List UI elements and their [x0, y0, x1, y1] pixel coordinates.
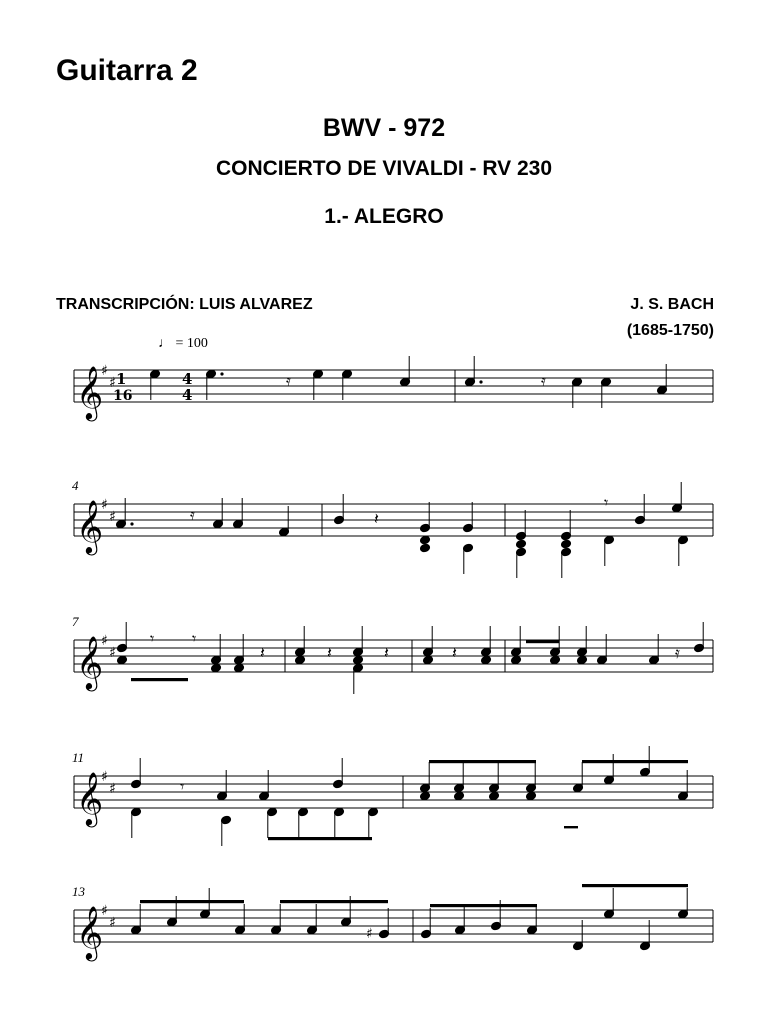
- rest-icon: 𝄿: [675, 643, 680, 662]
- sharp-icon: ♯: [101, 903, 108, 919]
- rest-icon: 𝄾: [604, 493, 609, 512]
- sharp-icon: ♯: [109, 645, 116, 661]
- beam: [268, 837, 372, 840]
- note-head: [420, 791, 431, 801]
- note-head: [526, 791, 537, 801]
- treble-clef-icon: 𝄞: [76, 365, 104, 419]
- measure-number: 4: [72, 478, 79, 493]
- note-head: [117, 655, 128, 665]
- beam: [582, 884, 688, 887]
- quarter-note-icon: ♩: [158, 336, 172, 351]
- arranger-credit: TRANSCRIPCIÓN: LUIS ALVAREZ: [56, 296, 313, 313]
- movement-title: 1.- ALEGRO: [324, 205, 444, 228]
- composer-name: J. S. BACH: [630, 296, 714, 313]
- note-head: [454, 791, 465, 801]
- note-head: [481, 655, 492, 665]
- note-head: [577, 655, 588, 665]
- sharp-icon: ♯: [109, 375, 116, 391]
- rest-icon: 𝄾: [192, 629, 197, 648]
- rest-icon: 𝄽: [260, 643, 265, 662]
- rest-icon: 𝄽: [327, 643, 332, 662]
- note-head: [353, 655, 364, 665]
- time-signature-numerator: 4: [182, 370, 193, 388]
- treble-clef-icon: 𝄞: [76, 771, 104, 825]
- ledger-line: [564, 826, 578, 828]
- note-head: [420, 543, 431, 553]
- work-title: BWV - 972: [322, 114, 446, 142]
- sharp-icon: ♯: [109, 509, 116, 525]
- rest-icon: 𝄽: [452, 643, 457, 662]
- composer-dates: (1685-1750): [626, 322, 714, 339]
- measure-number: 7: [72, 614, 79, 629]
- sharp-icon: ♯: [109, 781, 116, 797]
- time-signature-denominator: 4: [182, 386, 193, 404]
- beam: [140, 900, 244, 903]
- work-subtitle: CONCIERTO DE VIVALDI - RV 230: [215, 157, 553, 180]
- note-head: [516, 539, 527, 549]
- rest-icon: 𝄿: [541, 371, 546, 390]
- time-signature-numerator: 1: [116, 370, 127, 388]
- rest-icon: 𝄿: [286, 371, 291, 390]
- time-signature-denominator: 16: [113, 388, 133, 404]
- sharp-icon: ♯: [101, 497, 108, 513]
- note-head: [489, 791, 500, 801]
- treble-clef-icon: 𝄞: [76, 635, 104, 689]
- sharp-icon: ♯: [366, 926, 373, 942]
- part-name: Guitarra 2: [56, 54, 198, 87]
- sharp-icon: ♯: [101, 633, 108, 649]
- beam: [131, 678, 188, 681]
- beam: [429, 760, 536, 763]
- dot: [220, 372, 223, 375]
- note-head: [550, 655, 561, 665]
- tempo-label: = 100: [175, 336, 208, 351]
- measure-number: 11: [72, 750, 85, 765]
- sharp-icon: ♯: [109, 915, 116, 931]
- rest-icon: 𝄿: [190, 505, 195, 524]
- rest-icon: 𝄽: [374, 509, 379, 528]
- sharp-icon: ♯: [101, 769, 108, 785]
- sharp-icon: ♯: [101, 363, 108, 379]
- beam: [582, 760, 688, 763]
- rest-icon: 𝄾: [150, 629, 155, 648]
- rest-icon: 𝄽: [384, 643, 389, 662]
- note-head: [211, 663, 222, 673]
- note-head: [234, 663, 245, 673]
- beam: [430, 904, 537, 907]
- treble-clef-icon: 𝄞: [76, 499, 104, 553]
- beam: [280, 900, 388, 903]
- dot: [130, 522, 133, 525]
- beam: [526, 640, 559, 643]
- note-head: [561, 539, 572, 549]
- note-head: [423, 655, 434, 665]
- dot: [479, 380, 482, 383]
- measure-number: 13: [72, 884, 85, 899]
- note-head: [420, 535, 431, 545]
- treble-clef-icon: 𝄞: [76, 905, 104, 959]
- note-head: [295, 655, 306, 665]
- rest-icon: 𝄾: [180, 777, 185, 796]
- note-head: [511, 655, 522, 665]
